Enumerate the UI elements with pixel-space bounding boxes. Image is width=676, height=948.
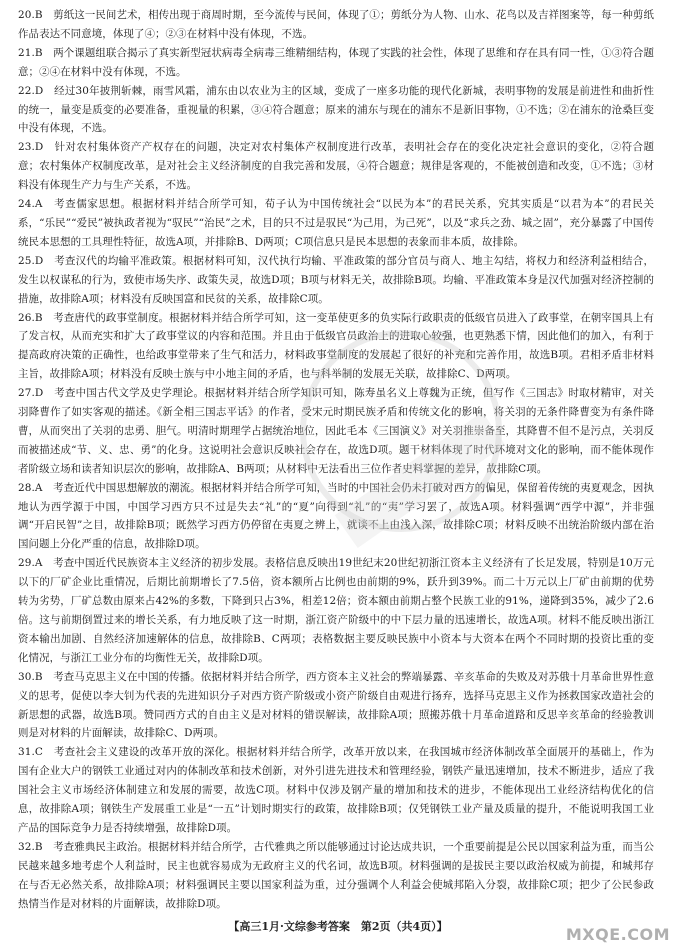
answer-item-20: 20.B 剪纸这一民间艺术，相传出现于商周时期，至今流传与民间，体现了①；剪纸分为人物、山水、花鸟以及吉祥图案等，每一种剪纸作品表达不同意境，体现了④；②③在材料中没有体现，不选。 <box>18 9 654 40</box>
answer-item-31: 31.C 考查社会主义建设的改革开放的深化。根据材料并结合所学，改革开放以来，在我国城市经济体制改革全面展开的基础上，作为国有企业大户的钢铁工业通过对内的体制改革和技术创新，对外引进先进技术和管理经验，钢铁产量迅速增加，技术不断进步，适应了我国社会主义市场经济体制建立和发展的需要，故选C项。材料中仅涉及钢产量的增加和技术的进步，不能体现出工业经济结构优化的信息，故排除A项；钢铁生产发展重工业是“一五”计划时期实行的政策，故排除B项；仅凭钢铁工业产量及质量的提升，不能说明我国工业产品的国际竞争力是否持续增强，故排除D项。 <box>18 746 654 834</box>
answer-item-30: 30.B 考查马克思主义在中国的传播。依据材料并结合所学，西方资本主义社会的弊端暴露、辛亥革命的失败及对苏俄十月革命世界性意义的思考，促使以李大钊为代表的先进知识分子对西方资产阶级或小资产阶级自由观进行扬弃，选择马克思主义作为拯救国家改造社会的新思想的武器，故选B项。赞同西方式的自由主义是对材料的错误解读，故排除A项；照搬苏俄十月革命道路和反思辛亥革命的经验教训则是对材料的片面解读，故排除C、D两项。 <box>18 670 654 740</box>
site-logo: MXQE.COM <box>565 925 670 944</box>
answer-item-28: 28.A 考查近代中国思想解放的潮流。根据材料并结合所学可知，当时的中国社会仍未打破对西方的偏见，保留着传统的夷夏观念，因执地认为西学源于中国，中国学习西方只不过是失去“礼”的“夏”向得到“礼”的“夷”学习罢了，故选A项。材料强调“西学中源”，并非强调“开启民智”之目，故排除B项；既然学习西方仍停留在夷夏之辨上，就谈不上由浅入深，故排除C项；材料反映不出统治阶级内部在治国问题上分化严重的信息，故排除D项。 <box>18 481 654 551</box>
page-footer: 【高三1月·文综参考答案 第2页（共4页）】 <box>228 920 448 933</box>
answer-item-29: 29.A 考查中国近代民族资本主义经济的初步发展。表格信息反映出19世纪末20世纪初浙江资本主义经济有了长足发展，特别是10万元以下的厂矿企业比重情况，后期比前期增长了7.5倍，资本额所占比例也由前期的9%，跃升到39%。而二十万元以上厂矿由前期的优势转为劣势，厂矿总数由原来占42%的多数，下降到只占3%，相差12倍；资本额由前期占整个民族工业的91%，递降到35%，减少了2.6倍。这与前期倒置过来的增长关系，有力地反映了这一时期，浙江资产阶级中的中下层力量的迅速增长，故选A项。材料不能反映出浙江资本输出加剧、自然经济加速解体的信息，故排除B、C两项；表格数据主要反映民族中小资本与大资本在两个不同时期的投资比重的变化情况，与浙江工业分布的均衡性无关，故排除D项。 <box>18 557 654 664</box>
answer-item-21: 21.B 两个课题组联合揭示了真实新型冠状病毒全病毒三维精细结构，体现了实践的社会性，体现了思维和存在具有同一性，①③符合题意；②④在材料中没有体现，不选。 <box>18 46 654 78</box>
answer-item-32: 32.B 考查雅典民主政治。根据材料并结合所学，古代雅典之所以能够通过讨论达成共识，一个重要前提是公民以国家利益为重，而当公民越来越多地考虑个人利益时，民主也就容易成为无政府主义的代名词，故选B项。材料强调的是拔民主要以政治权威为前提，和城邦存在与否无必然关系，故排除A项；材料强调民主要以国家利益为重，过分强调个人利益会使城邦陷入分裂，故排除C项；把少了公民参政热情当作是对材料的片面解读，故排除D项。 <box>18 840 654 910</box>
answer-item-23: 23.D 针对农村集体资产产权存在的问题，决定对农村集体产权制度进行改革，表明社会存在的变化决定社会意识的变化，②符合题意；农村集体产权制度改革，是对社会主义经济制度的自我完善和发展，④符合题意；规律是客观的，不能被创造和改变，①不选；③材料没有体现生产力与生产关系，不选。 <box>18 141 654 192</box>
answer-list <box>18 6 654 914</box>
answer-item-24: 24.A 考查儒家思想。根据材料并结合所学可知，荀子认为中国传统社会“以民为本”的君民关系，究其实质是“以君为本”的君民关系，“乐民”“爱民”被执政者视为“驭民”“治民”之术，目的只不过是驭民“为己用，为己死”，以及“求兵之劲、城之固”，充分暴露了中国传统民本思想的工具理性特征，故选A项，并排除B、D两项；C项信息只是民本思想的表象而非本质，故排除。 <box>18 198 654 248</box>
answer-item-27: 27.D 考查中国古代文学及史学理论。根据材料并结合所学知识可知，陈寿虽名义上尊魏为正统，但写作《三国志》时取材精审，对关羽降曹作了如实客观的描述。《新全相三国志平话》的作者，受宋元时期民族矛盾和传统文化的影响，将关羽的无条件降曹变为有条件降曹，从而突出了关羽的忠勇、胆气。明清时期理学占据统治地位，因此毛本《三国演义》对关羽推崇备至，其降曹不但不是污点，关羽反而被描述成“节、义、忠、勇”的化身。这说明社会意识反映社会存在，故选D项。题干材料体现了时代环境对文化的影响，而不能体现作者阶级立场和读者知识层次的影响，故排除A、B两项；从材料中无法看出三位作者史料掌握的差异，故排除C项。 <box>18 387 654 475</box>
answer-item-25: 25.D 考查汉代的均输平准政策。根据材料可知，汉代执行均输、平准政策的部分官员与商人、地主勾结，将权力和经济利益相结合，发生以权谋私的行为，致使市场失序、政策失灵，故选D项；B项与材料无关，故排除B项。均输、平准政策本身是汉代加强对经济控制的措施，故排除A项；材料没有反映国富和民贫的关系，故排除C项。 <box>18 254 654 305</box>
answer-item-26: 26.B 考查唐代的政事堂制度。根据材料并结合所学可知，这一变革使更多的负实际行政职责的低级官员进入了政事堂，在朝宰国具上有了发言权，从而充实和扩大了政事堂议的内容和范围。并且由于低级官员政治上的进取心较强，也更熟悉下情，因此他们的加入，有利于提高政府决策的正确性，也给政事堂带来了生气和活力，材料政事堂制度的发展起了很好的补充和完善作用，故选B项。君相矛盾非材料主旨，故排除A项；材料没有反映士族与中小地主间的矛盾，也与科举制的发展无关联，故排除C、D两项。 <box>18 311 654 381</box>
answer-item-22: 22.D 经过30年披荆斩棘，雨雪风霜，浦东由以农业为主的区域，变成了一座多功能的现代化新城，表明事物的发展是前进性和曲折性的统一，量变是质变的必要准备，重视量的积累，③④符合题意；原来的浦东与现在的浦东不是新旧事物，①不选；②在浦东的沧桑巨变中没有体现，不选。 <box>18 84 654 135</box>
